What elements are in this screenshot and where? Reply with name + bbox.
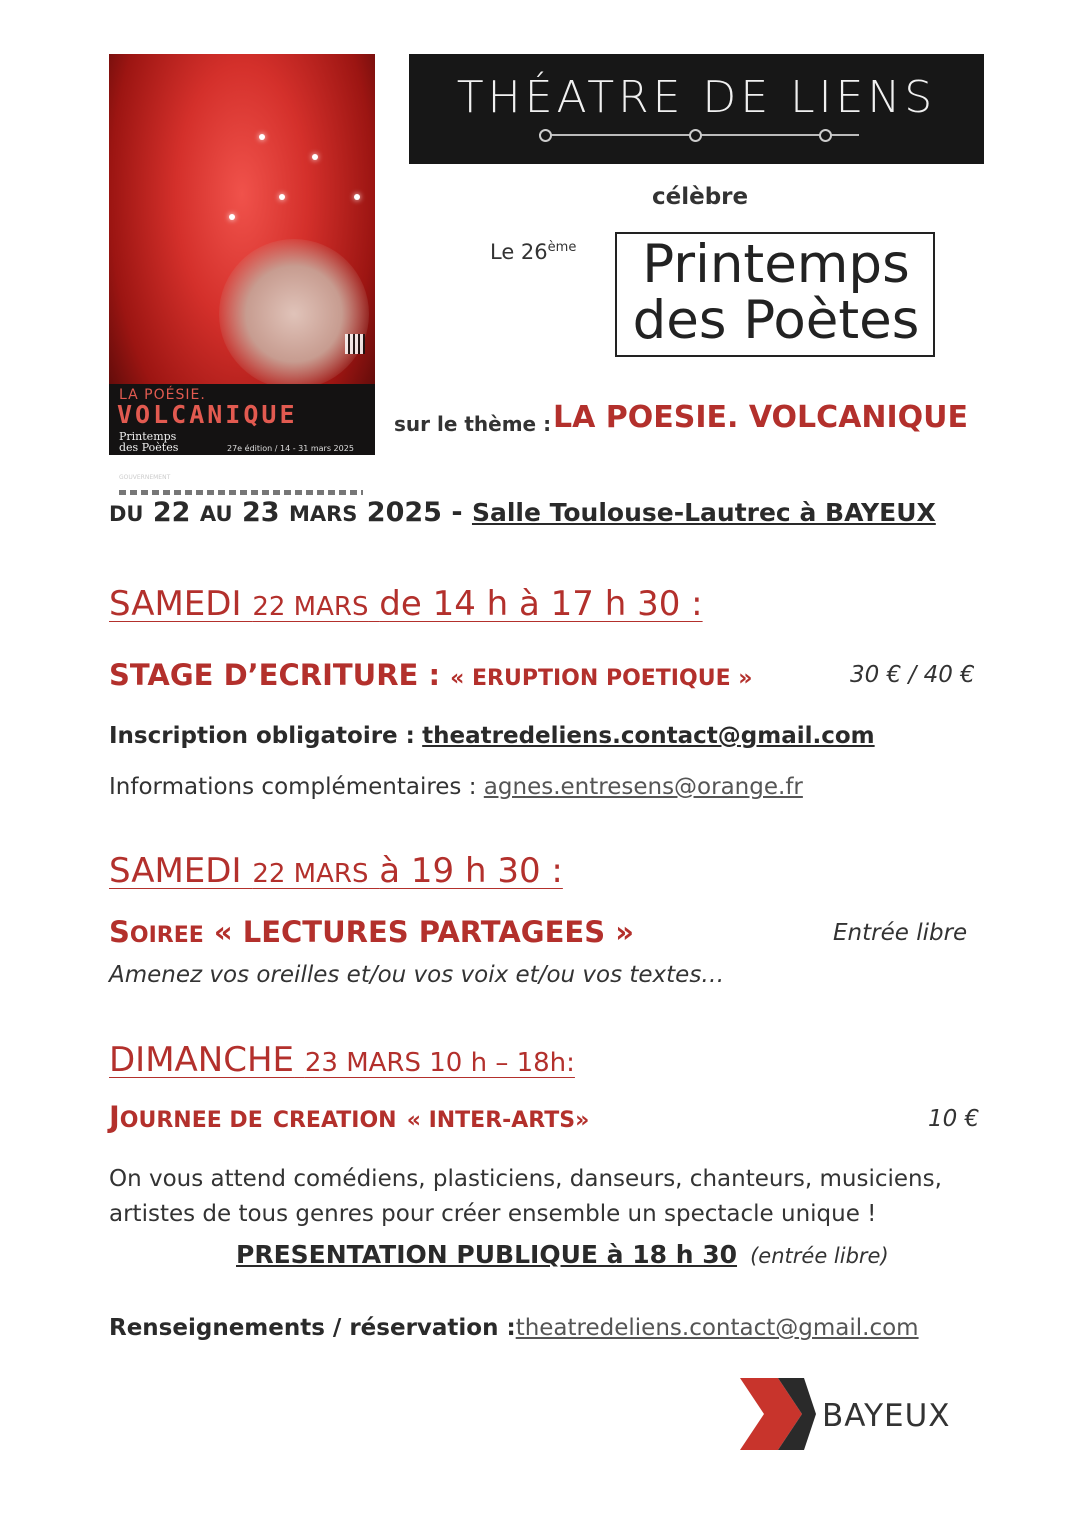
festival-poster	[109, 54, 375, 487]
poster-sponsor-logos	[119, 490, 363, 495]
theatre-name: THÉATRE DE LIENS	[456, 72, 937, 123]
journee-initial: J	[109, 1100, 120, 1134]
event-venue: Salle Toulouse-Lautrec à BAYEUX	[471, 498, 936, 527]
inscription-email-link[interactable]: theatredeliens.contact@gmail.com	[422, 723, 875, 749]
bayeux-logo-icon	[738, 1376, 818, 1452]
theme-label: sur le thème :	[394, 412, 552, 436]
poster-cnl-logo: CNL	[339, 474, 364, 487]
poster-qr-code	[345, 334, 365, 354]
poster-light	[229, 214, 235, 220]
soiree-title	[109, 915, 634, 949]
thread-knot-icon	[819, 129, 832, 142]
reservation-line	[109, 1315, 919, 1341]
edition-number	[490, 240, 576, 264]
soiree-word: OIREE	[129, 923, 204, 948]
info-line	[109, 774, 803, 800]
presentation-text: PRESENTATION PUBLIQUE à 18 h 30	[236, 1240, 738, 1269]
dates-day2: 23	[241, 497, 280, 528]
printemps-line2: des Poètes	[632, 290, 920, 351]
theatre-logo-thread	[539, 134, 859, 136]
soiree-price: Entrée libre	[833, 920, 968, 946]
theatre-logo	[409, 54, 984, 164]
inscription-line	[109, 723, 875, 749]
day-time: à 19 h 30 :	[379, 851, 563, 891]
stage-title: STAGE D’ECRITURE :	[109, 658, 441, 692]
edition-suffix: ème	[547, 240, 577, 255]
poster-light	[279, 194, 285, 200]
thread-knot-icon	[689, 129, 702, 142]
inscription-label: Inscription obligatoire :	[109, 723, 415, 749]
soiree-note: Amenez vos oreilles et/ou vos voix et/ou vos textes…	[109, 962, 725, 988]
day-name: DIMANCHE	[109, 1040, 295, 1080]
poster-title-line1: LA POÉSIE.	[119, 387, 206, 403]
poster-brand: Printemps des Poètes	[119, 430, 179, 454]
dates-month: MARS	[288, 502, 358, 526]
celebre-text: célèbre	[652, 184, 749, 210]
poster-light	[354, 194, 360, 200]
day-time: 23 MARS 10 h – 18h:	[304, 1048, 575, 1078]
event-dates	[109, 497, 936, 528]
journee-word: OURNEE DE	[119, 1108, 263, 1133]
day-date: 22 MARS	[252, 859, 369, 889]
poster-edition: 27e édition / 14 - 31 mars 2025	[227, 444, 354, 453]
journee-desc-2: artistes de tous genres pour créer ensemble un spectacle unique !	[109, 1201, 877, 1227]
bayeux-logo-text: BAYEUX	[822, 1398, 951, 1434]
day-date: 22 MARS	[252, 592, 369, 622]
presentation-note: (entrée libre)	[750, 1244, 889, 1268]
saturday-evening-heading	[109, 851, 563, 891]
day-time: de 14 h à 17 h 30 :	[379, 584, 703, 624]
day-name: SAMEDI	[109, 851, 242, 891]
soiree-subtitle: « LECTURES PARTAGEES »	[213, 915, 634, 949]
info-label: Informations complémentaires :	[109, 774, 477, 800]
printemps-des-poetes-logo	[615, 232, 935, 357]
thread-knot-icon	[539, 129, 552, 142]
dates-day1: 22	[152, 497, 191, 528]
dates-du: DU	[109, 502, 144, 526]
poster-title-line2: VOLCANIQUE	[117, 400, 298, 429]
dates-year: 2025 -	[366, 497, 463, 528]
poster-gov-logo: GOUVERNEMENT	[119, 474, 171, 481]
edition-prefix: Le 26	[490, 240, 548, 264]
stage-price: 30 € / 40 €	[850, 662, 975, 688]
soiree-initial: S	[109, 915, 130, 949]
poster-light	[312, 154, 318, 160]
presentation-line	[236, 1240, 889, 1269]
dates-au: AU	[199, 502, 233, 526]
reservation-email-link[interactable]: theatredeliens.contact@gmail.com	[515, 1315, 919, 1341]
journee-desc-1: On vous attend comédiens, plasticiens, danseurs, chanteurs, musiciens,	[109, 1166, 942, 1192]
poster-light	[259, 134, 265, 140]
journee-price: 10 €	[928, 1106, 980, 1132]
stage-subtitle: « ERUPTION POETIQUE »	[450, 666, 753, 691]
journee-creation: CREATION	[272, 1108, 397, 1133]
poster-volcanic-cloud	[219, 239, 369, 389]
printemps-line1: Printemps	[642, 234, 910, 295]
stage-ecriture-title	[109, 658, 752, 692]
saturday-afternoon-heading	[109, 584, 703, 624]
day-name: SAMEDI	[109, 584, 242, 624]
journee-title	[109, 1100, 589, 1134]
journee-subtitle: « INTER-ARTS»	[406, 1108, 590, 1133]
theme-value: LA POESIE. VOLCANIQUE	[553, 400, 969, 435]
sunday-heading	[109, 1040, 575, 1080]
info-email-link[interactable]: agnes.entresens@orange.fr	[483, 774, 803, 800]
reservation-label: Renseignements / réservation :	[109, 1315, 516, 1341]
